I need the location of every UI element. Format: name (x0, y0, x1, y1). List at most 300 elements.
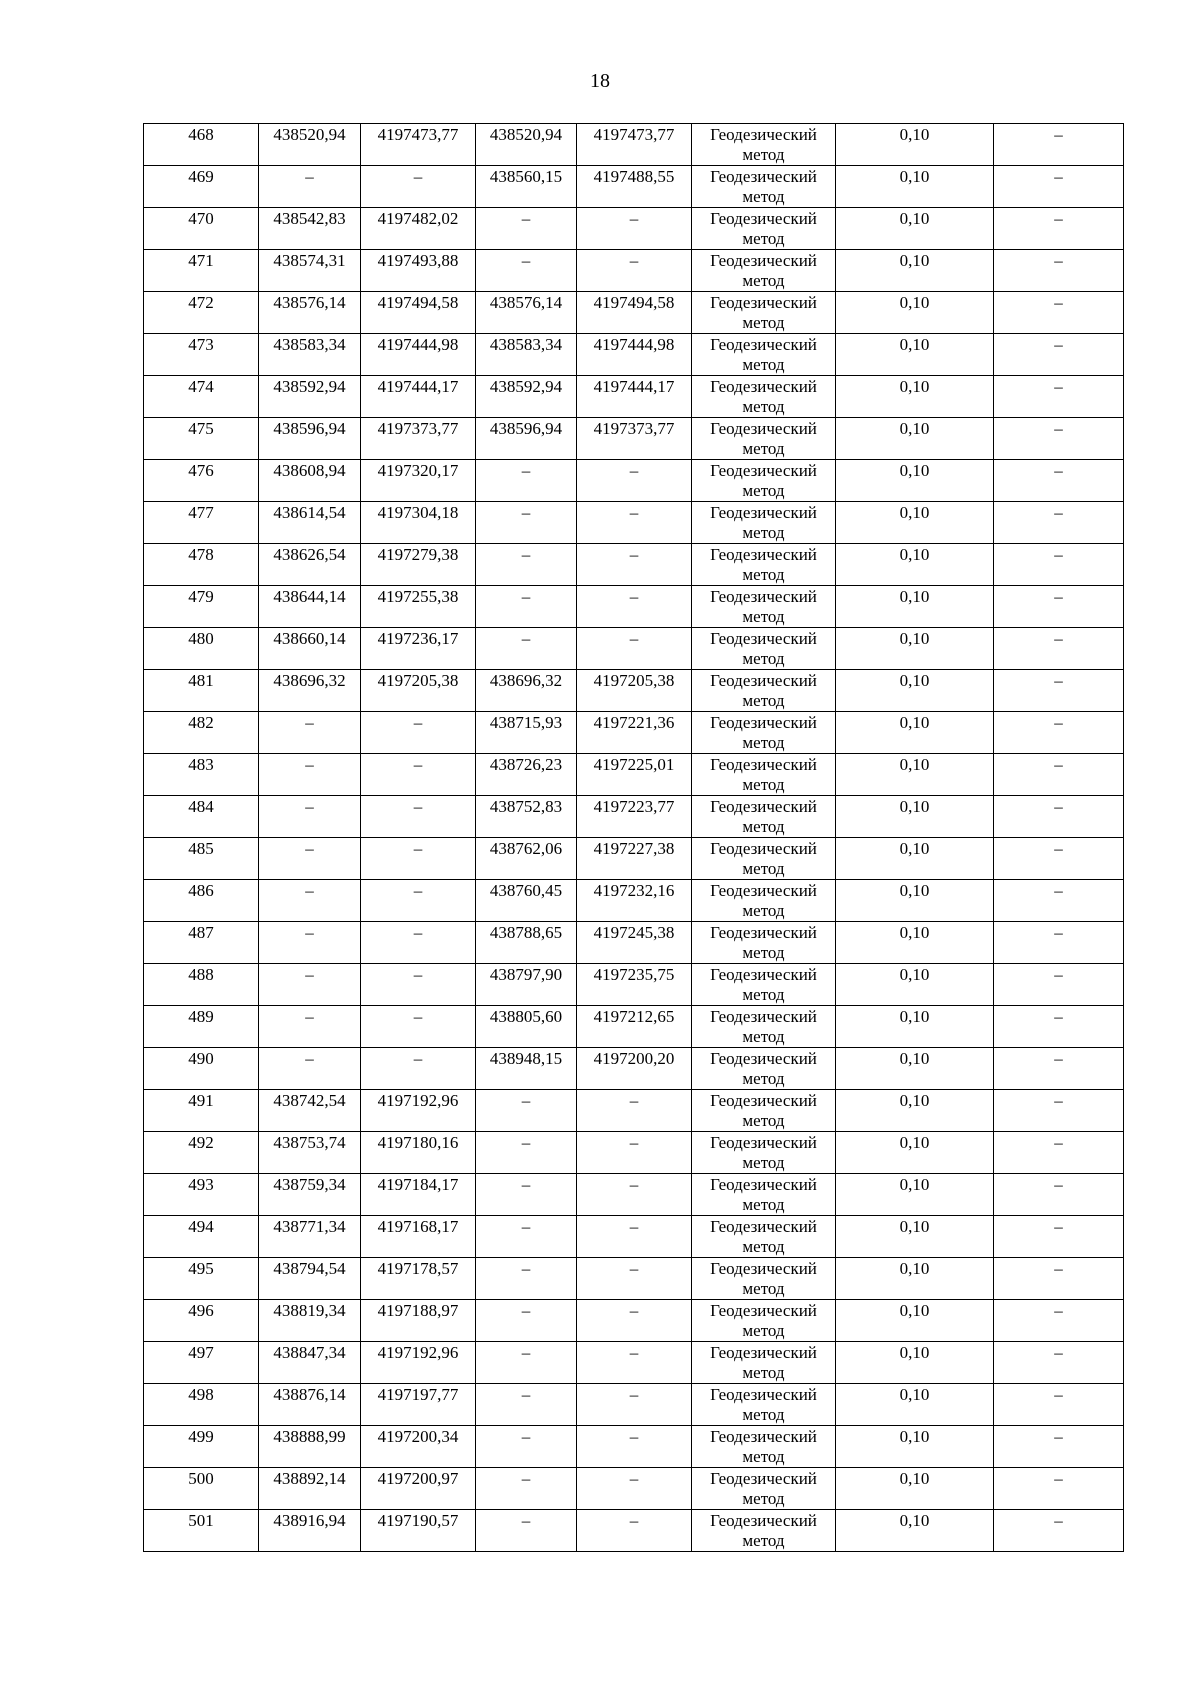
method-cell: Геодезический метод (692, 1090, 836, 1132)
note-cell: – (994, 460, 1124, 502)
table-row (144, 208, 1124, 250)
refined-y-cell: 4197205,38 (577, 670, 692, 712)
existing-x-cell: 438753,74 (259, 1132, 361, 1174)
method-cell: Геодезический метод (692, 1426, 836, 1468)
table-row (144, 1048, 1124, 1090)
point-number-cell: 472 (144, 292, 259, 334)
existing-x-cell: 438876,14 (259, 1384, 361, 1426)
refined-y-cell: – (577, 1174, 692, 1216)
table-row (144, 418, 1124, 460)
note-cell: – (994, 166, 1124, 208)
table-row (144, 1132, 1124, 1174)
point-number-cell: 495 (144, 1258, 259, 1300)
note-cell: – (994, 628, 1124, 670)
point-number-cell: 485 (144, 838, 259, 880)
existing-x-cell: 438644,14 (259, 586, 361, 628)
existing-y-cell: 4197188,97 (361, 1300, 476, 1342)
table-row (144, 1258, 1124, 1300)
note-cell: – (994, 208, 1124, 250)
existing-y-cell: 4197373,77 (361, 418, 476, 460)
table-row (144, 1342, 1124, 1384)
note-cell: – (994, 796, 1124, 838)
table-row (144, 1426, 1124, 1468)
accuracy-cell: 0,10 (836, 502, 994, 544)
refined-x-cell: 438576,14 (476, 292, 577, 334)
accuracy-cell: 0,10 (836, 1174, 994, 1216)
table-row (144, 922, 1124, 964)
accuracy-cell: 0,10 (836, 838, 994, 880)
method-cell: Геодезический метод (692, 1468, 836, 1510)
note-cell: – (994, 1132, 1124, 1174)
table-row (144, 334, 1124, 376)
point-number-cell: 473 (144, 334, 259, 376)
existing-y-cell: 4197192,96 (361, 1342, 476, 1384)
existing-x-cell: 438596,94 (259, 418, 361, 460)
existing-y-cell: 4197473,77 (361, 124, 476, 166)
existing-y-cell: 4197236,17 (361, 628, 476, 670)
existing-y-cell: 4197180,16 (361, 1132, 476, 1174)
accuracy-cell: 0,10 (836, 1426, 994, 1468)
refined-y-cell: – (577, 1300, 692, 1342)
existing-x-cell: 438696,32 (259, 670, 361, 712)
method-cell: Геодезический метод (692, 1132, 836, 1174)
existing-x-cell: 438892,14 (259, 1468, 361, 1510)
existing-x-cell: 438583,34 (259, 334, 361, 376)
refined-y-cell: – (577, 460, 692, 502)
existing-y-cell: – (361, 754, 476, 796)
method-cell: Геодезический метод (692, 1384, 836, 1426)
point-number-cell: 475 (144, 418, 259, 460)
note-cell: – (994, 1384, 1124, 1426)
note-cell: – (994, 502, 1124, 544)
refined-x-cell: – (476, 1300, 577, 1342)
refined-x-cell: – (476, 502, 577, 544)
refined-x-cell: – (476, 208, 577, 250)
existing-x-cell: 438542,83 (259, 208, 361, 250)
refined-y-cell: – (577, 544, 692, 586)
table-row (144, 628, 1124, 670)
table-row (144, 460, 1124, 502)
existing-y-cell: 4197493,88 (361, 250, 476, 292)
point-number-cell: 491 (144, 1090, 259, 1132)
refined-y-cell: 4197235,75 (577, 964, 692, 1006)
method-cell: Геодезический метод (692, 1342, 836, 1384)
existing-x-cell: – (259, 754, 361, 796)
accuracy-cell: 0,10 (836, 544, 994, 586)
refined-x-cell: – (476, 1426, 577, 1468)
accuracy-cell: 0,10 (836, 334, 994, 376)
page-number: 18 (590, 70, 610, 92)
existing-x-cell: 438660,14 (259, 628, 361, 670)
existing-x-cell: – (259, 712, 361, 754)
refined-x-cell: – (476, 1468, 577, 1510)
existing-y-cell: – (361, 964, 476, 1006)
refined-x-cell: – (476, 1174, 577, 1216)
existing-y-cell: 4197279,38 (361, 544, 476, 586)
refined-x-cell: 438583,34 (476, 334, 577, 376)
method-cell: Геодезический метод (692, 1510, 836, 1552)
existing-y-cell: 4197178,57 (361, 1258, 476, 1300)
table-row (144, 838, 1124, 880)
table-row (144, 292, 1124, 334)
refined-x-cell: 438948,15 (476, 1048, 577, 1090)
existing-x-cell: 438847,34 (259, 1342, 361, 1384)
refined-y-cell: 4197225,01 (577, 754, 692, 796)
accuracy-cell: 0,10 (836, 1090, 994, 1132)
table-row (144, 1300, 1124, 1342)
table-row (144, 1006, 1124, 1048)
point-number-cell: 479 (144, 586, 259, 628)
note-cell: – (994, 712, 1124, 754)
note-cell: – (994, 1090, 1124, 1132)
coordinates-table-body (144, 124, 1124, 1552)
point-number-cell: 482 (144, 712, 259, 754)
note-cell: – (994, 124, 1124, 166)
accuracy-cell: 0,10 (836, 376, 994, 418)
table-row (144, 712, 1124, 754)
refined-y-cell: – (577, 1384, 692, 1426)
accuracy-cell: 0,10 (836, 292, 994, 334)
existing-y-cell: – (361, 1048, 476, 1090)
existing-y-cell: 4197184,17 (361, 1174, 476, 1216)
existing-x-cell: 438614,54 (259, 502, 361, 544)
note-cell: – (994, 250, 1124, 292)
refined-x-cell: 438715,93 (476, 712, 577, 754)
table-row (144, 586, 1124, 628)
refined-y-cell: – (577, 250, 692, 292)
point-number-cell: 499 (144, 1426, 259, 1468)
refined-x-cell: – (476, 1384, 577, 1426)
accuracy-cell: 0,10 (836, 1132, 994, 1174)
method-cell: Геодезический метод (692, 292, 836, 334)
note-cell: – (994, 670, 1124, 712)
refined-x-cell: 438760,45 (476, 880, 577, 922)
table-row (144, 880, 1124, 922)
existing-y-cell: 4197205,38 (361, 670, 476, 712)
table-row (144, 250, 1124, 292)
note-cell: – (994, 1300, 1124, 1342)
note-cell: – (994, 1048, 1124, 1090)
existing-y-cell: 4197494,58 (361, 292, 476, 334)
point-number-cell: 490 (144, 1048, 259, 1090)
refined-x-cell: 438762,06 (476, 838, 577, 880)
accuracy-cell: 0,10 (836, 880, 994, 922)
existing-x-cell: – (259, 796, 361, 838)
table-row (144, 964, 1124, 1006)
refined-x-cell: 438560,15 (476, 166, 577, 208)
point-number-cell: 496 (144, 1300, 259, 1342)
existing-y-cell: – (361, 838, 476, 880)
note-cell: – (994, 880, 1124, 922)
table-row (144, 1510, 1124, 1552)
refined-x-cell: – (476, 1090, 577, 1132)
existing-y-cell: 4197304,18 (361, 502, 476, 544)
note-cell: – (994, 1258, 1124, 1300)
point-number-cell: 493 (144, 1174, 259, 1216)
refined-y-cell: 4197488,55 (577, 166, 692, 208)
accuracy-cell: 0,10 (836, 460, 994, 502)
existing-x-cell: 438742,54 (259, 1090, 361, 1132)
method-cell: Геодезический метод (692, 208, 836, 250)
existing-x-cell: – (259, 166, 361, 208)
existing-x-cell: 438888,99 (259, 1426, 361, 1468)
point-number-cell: 489 (144, 1006, 259, 1048)
refined-x-cell: 438805,60 (476, 1006, 577, 1048)
table-row (144, 670, 1124, 712)
accuracy-cell: 0,10 (836, 1300, 994, 1342)
method-cell: Геодезический метод (692, 544, 836, 586)
accuracy-cell: 0,10 (836, 208, 994, 250)
existing-y-cell: 4197444,98 (361, 334, 476, 376)
refined-x-cell: 438696,32 (476, 670, 577, 712)
note-cell: – (994, 964, 1124, 1006)
refined-y-cell: – (577, 586, 692, 628)
accuracy-cell: 0,10 (836, 1006, 994, 1048)
refined-x-cell: – (476, 250, 577, 292)
method-cell: Геодезический метод (692, 1048, 836, 1090)
point-number-cell: 498 (144, 1384, 259, 1426)
point-number-cell: 494 (144, 1216, 259, 1258)
table-row (144, 544, 1124, 586)
point-number-cell: 488 (144, 964, 259, 1006)
method-cell: Геодезический метод (692, 1258, 836, 1300)
existing-y-cell: 4197192,96 (361, 1090, 476, 1132)
existing-y-cell: 4197482,02 (361, 208, 476, 250)
existing-x-cell: 438576,14 (259, 292, 361, 334)
method-cell: Геодезический метод (692, 502, 836, 544)
existing-y-cell: 4197168,17 (361, 1216, 476, 1258)
existing-y-cell: – (361, 166, 476, 208)
method-cell: Геодезический метод (692, 922, 836, 964)
accuracy-cell: 0,10 (836, 1510, 994, 1552)
table-row (144, 1174, 1124, 1216)
table-row (144, 1384, 1124, 1426)
refined-x-cell: 438788,65 (476, 922, 577, 964)
table-row (144, 376, 1124, 418)
method-cell: Геодезический метод (692, 166, 836, 208)
refined-y-cell: – (577, 1216, 692, 1258)
existing-y-cell: 4197200,34 (361, 1426, 476, 1468)
point-number-cell: 492 (144, 1132, 259, 1174)
existing-x-cell: 438574,31 (259, 250, 361, 292)
accuracy-cell: 0,10 (836, 964, 994, 1006)
point-number-cell: 471 (144, 250, 259, 292)
refined-x-cell: 438726,23 (476, 754, 577, 796)
refined-y-cell: – (577, 502, 692, 544)
existing-y-cell: – (361, 712, 476, 754)
point-number-cell: 477 (144, 502, 259, 544)
refined-y-cell: – (577, 1342, 692, 1384)
refined-y-cell: 4197212,65 (577, 1006, 692, 1048)
table-row (144, 1468, 1124, 1510)
point-number-cell: 480 (144, 628, 259, 670)
existing-y-cell: – (361, 1006, 476, 1048)
point-number-cell: 486 (144, 880, 259, 922)
note-cell: – (994, 1510, 1124, 1552)
point-number-cell: 497 (144, 1342, 259, 1384)
refined-y-cell: 4197227,38 (577, 838, 692, 880)
note-cell: – (994, 754, 1124, 796)
point-number-cell: 468 (144, 124, 259, 166)
refined-x-cell: 438752,83 (476, 796, 577, 838)
note-cell: – (994, 1342, 1124, 1384)
existing-x-cell: 438794,54 (259, 1258, 361, 1300)
existing-x-cell: – (259, 1048, 361, 1090)
point-number-cell: 476 (144, 460, 259, 502)
point-number-cell: 469 (144, 166, 259, 208)
method-cell: Геодезический метод (692, 670, 836, 712)
method-cell: Геодезический метод (692, 250, 836, 292)
refined-y-cell: – (577, 1510, 692, 1552)
method-cell: Геодезический метод (692, 376, 836, 418)
note-cell: – (994, 586, 1124, 628)
point-number-cell: 474 (144, 376, 259, 418)
refined-x-cell: – (476, 1510, 577, 1552)
accuracy-cell: 0,10 (836, 166, 994, 208)
refined-x-cell: – (476, 586, 577, 628)
point-number-cell: 487 (144, 922, 259, 964)
refined-y-cell: – (577, 1426, 692, 1468)
refined-x-cell: – (476, 1342, 577, 1384)
refined-y-cell: – (577, 628, 692, 670)
refined-y-cell: 4197373,77 (577, 418, 692, 460)
note-cell: – (994, 838, 1124, 880)
existing-x-cell: – (259, 964, 361, 1006)
refined-y-cell: 4197200,20 (577, 1048, 692, 1090)
method-cell: Геодезический метод (692, 628, 836, 670)
refined-y-cell: 4197494,58 (577, 292, 692, 334)
existing-x-cell: 438608,94 (259, 460, 361, 502)
refined-y-cell: 4197444,98 (577, 334, 692, 376)
refined-y-cell: – (577, 1132, 692, 1174)
refined-x-cell: – (476, 1132, 577, 1174)
point-number-cell: 483 (144, 754, 259, 796)
method-cell: Геодезический метод (692, 712, 836, 754)
note-cell: – (994, 1426, 1124, 1468)
method-cell: Геодезический метод (692, 460, 836, 502)
existing-x-cell: 438771,34 (259, 1216, 361, 1258)
method-cell: Геодезический метод (692, 418, 836, 460)
table-row (144, 1090, 1124, 1132)
accuracy-cell: 0,10 (836, 1216, 994, 1258)
existing-y-cell: 4197190,57 (361, 1510, 476, 1552)
accuracy-cell: 0,10 (836, 586, 994, 628)
refined-x-cell: – (476, 544, 577, 586)
accuracy-cell: 0,10 (836, 922, 994, 964)
note-cell: – (994, 1216, 1124, 1258)
note-cell: – (994, 418, 1124, 460)
existing-y-cell: 4197444,17 (361, 376, 476, 418)
method-cell: Геодезический метод (692, 964, 836, 1006)
accuracy-cell: 0,10 (836, 1342, 994, 1384)
refined-y-cell: 4197232,16 (577, 880, 692, 922)
method-cell: Геодезический метод (692, 796, 836, 838)
point-number-cell: 470 (144, 208, 259, 250)
method-cell: Геодезический метод (692, 334, 836, 376)
existing-x-cell: 438916,94 (259, 1510, 361, 1552)
existing-y-cell: 4197320,17 (361, 460, 476, 502)
existing-y-cell: 4197197,77 (361, 1384, 476, 1426)
point-number-cell: 481 (144, 670, 259, 712)
method-cell: Геодезический метод (692, 1006, 836, 1048)
note-cell: – (994, 376, 1124, 418)
table-row (144, 124, 1124, 166)
refined-x-cell: 438520,94 (476, 124, 577, 166)
table-row (144, 166, 1124, 208)
refined-y-cell: – (577, 1468, 692, 1510)
refined-y-cell: 4197221,36 (577, 712, 692, 754)
method-cell: Геодезический метод (692, 1216, 836, 1258)
existing-x-cell: 438819,34 (259, 1300, 361, 1342)
refined-y-cell: – (577, 208, 692, 250)
coordinates-table (143, 123, 1124, 1552)
refined-x-cell: 438596,94 (476, 418, 577, 460)
existing-x-cell: – (259, 1006, 361, 1048)
accuracy-cell: 0,10 (836, 670, 994, 712)
method-cell: Геодезический метод (692, 754, 836, 796)
note-cell: – (994, 1006, 1124, 1048)
note-cell: – (994, 1174, 1124, 1216)
refined-y-cell: 4197473,77 (577, 124, 692, 166)
refined-x-cell: – (476, 460, 577, 502)
note-cell: – (994, 292, 1124, 334)
point-number-cell: 501 (144, 1510, 259, 1552)
method-cell: Геодезический метод (692, 1174, 836, 1216)
existing-y-cell: – (361, 880, 476, 922)
refined-y-cell: – (577, 1258, 692, 1300)
accuracy-cell: 0,10 (836, 796, 994, 838)
point-number-cell: 500 (144, 1468, 259, 1510)
accuracy-cell: 0,10 (836, 250, 994, 292)
existing-x-cell: – (259, 880, 361, 922)
existing-x-cell: 438626,54 (259, 544, 361, 586)
refined-x-cell: 438797,90 (476, 964, 577, 1006)
refined-y-cell: 4197444,17 (577, 376, 692, 418)
method-cell: Геодезический метод (692, 124, 836, 166)
refined-x-cell: – (476, 1258, 577, 1300)
accuracy-cell: 0,10 (836, 1384, 994, 1426)
table-row (144, 796, 1124, 838)
method-cell: Геодезический метод (692, 586, 836, 628)
existing-x-cell: 438759,34 (259, 1174, 361, 1216)
refined-y-cell: 4197223,77 (577, 796, 692, 838)
table-row (144, 1216, 1124, 1258)
accuracy-cell: 0,10 (836, 418, 994, 460)
existing-y-cell: 4197255,38 (361, 586, 476, 628)
method-cell: Геодезический метод (692, 838, 836, 880)
accuracy-cell: 0,10 (836, 1468, 994, 1510)
note-cell: – (994, 544, 1124, 586)
existing-x-cell: 438592,94 (259, 376, 361, 418)
existing-y-cell: 4197200,97 (361, 1468, 476, 1510)
accuracy-cell: 0,10 (836, 1048, 994, 1090)
point-number-cell: 478 (144, 544, 259, 586)
refined-y-cell: 4197245,38 (577, 922, 692, 964)
accuracy-cell: 0,10 (836, 712, 994, 754)
existing-y-cell: – (361, 796, 476, 838)
accuracy-cell: 0,10 (836, 1258, 994, 1300)
note-cell: – (994, 922, 1124, 964)
refined-x-cell: – (476, 1216, 577, 1258)
table-row (144, 502, 1124, 544)
existing-x-cell: 438520,94 (259, 124, 361, 166)
refined-x-cell: 438592,94 (476, 376, 577, 418)
method-cell: Геодезический метод (692, 880, 836, 922)
table-row (144, 754, 1124, 796)
refined-x-cell: – (476, 628, 577, 670)
point-number-cell: 484 (144, 796, 259, 838)
method-cell: Геодезический метод (692, 1300, 836, 1342)
